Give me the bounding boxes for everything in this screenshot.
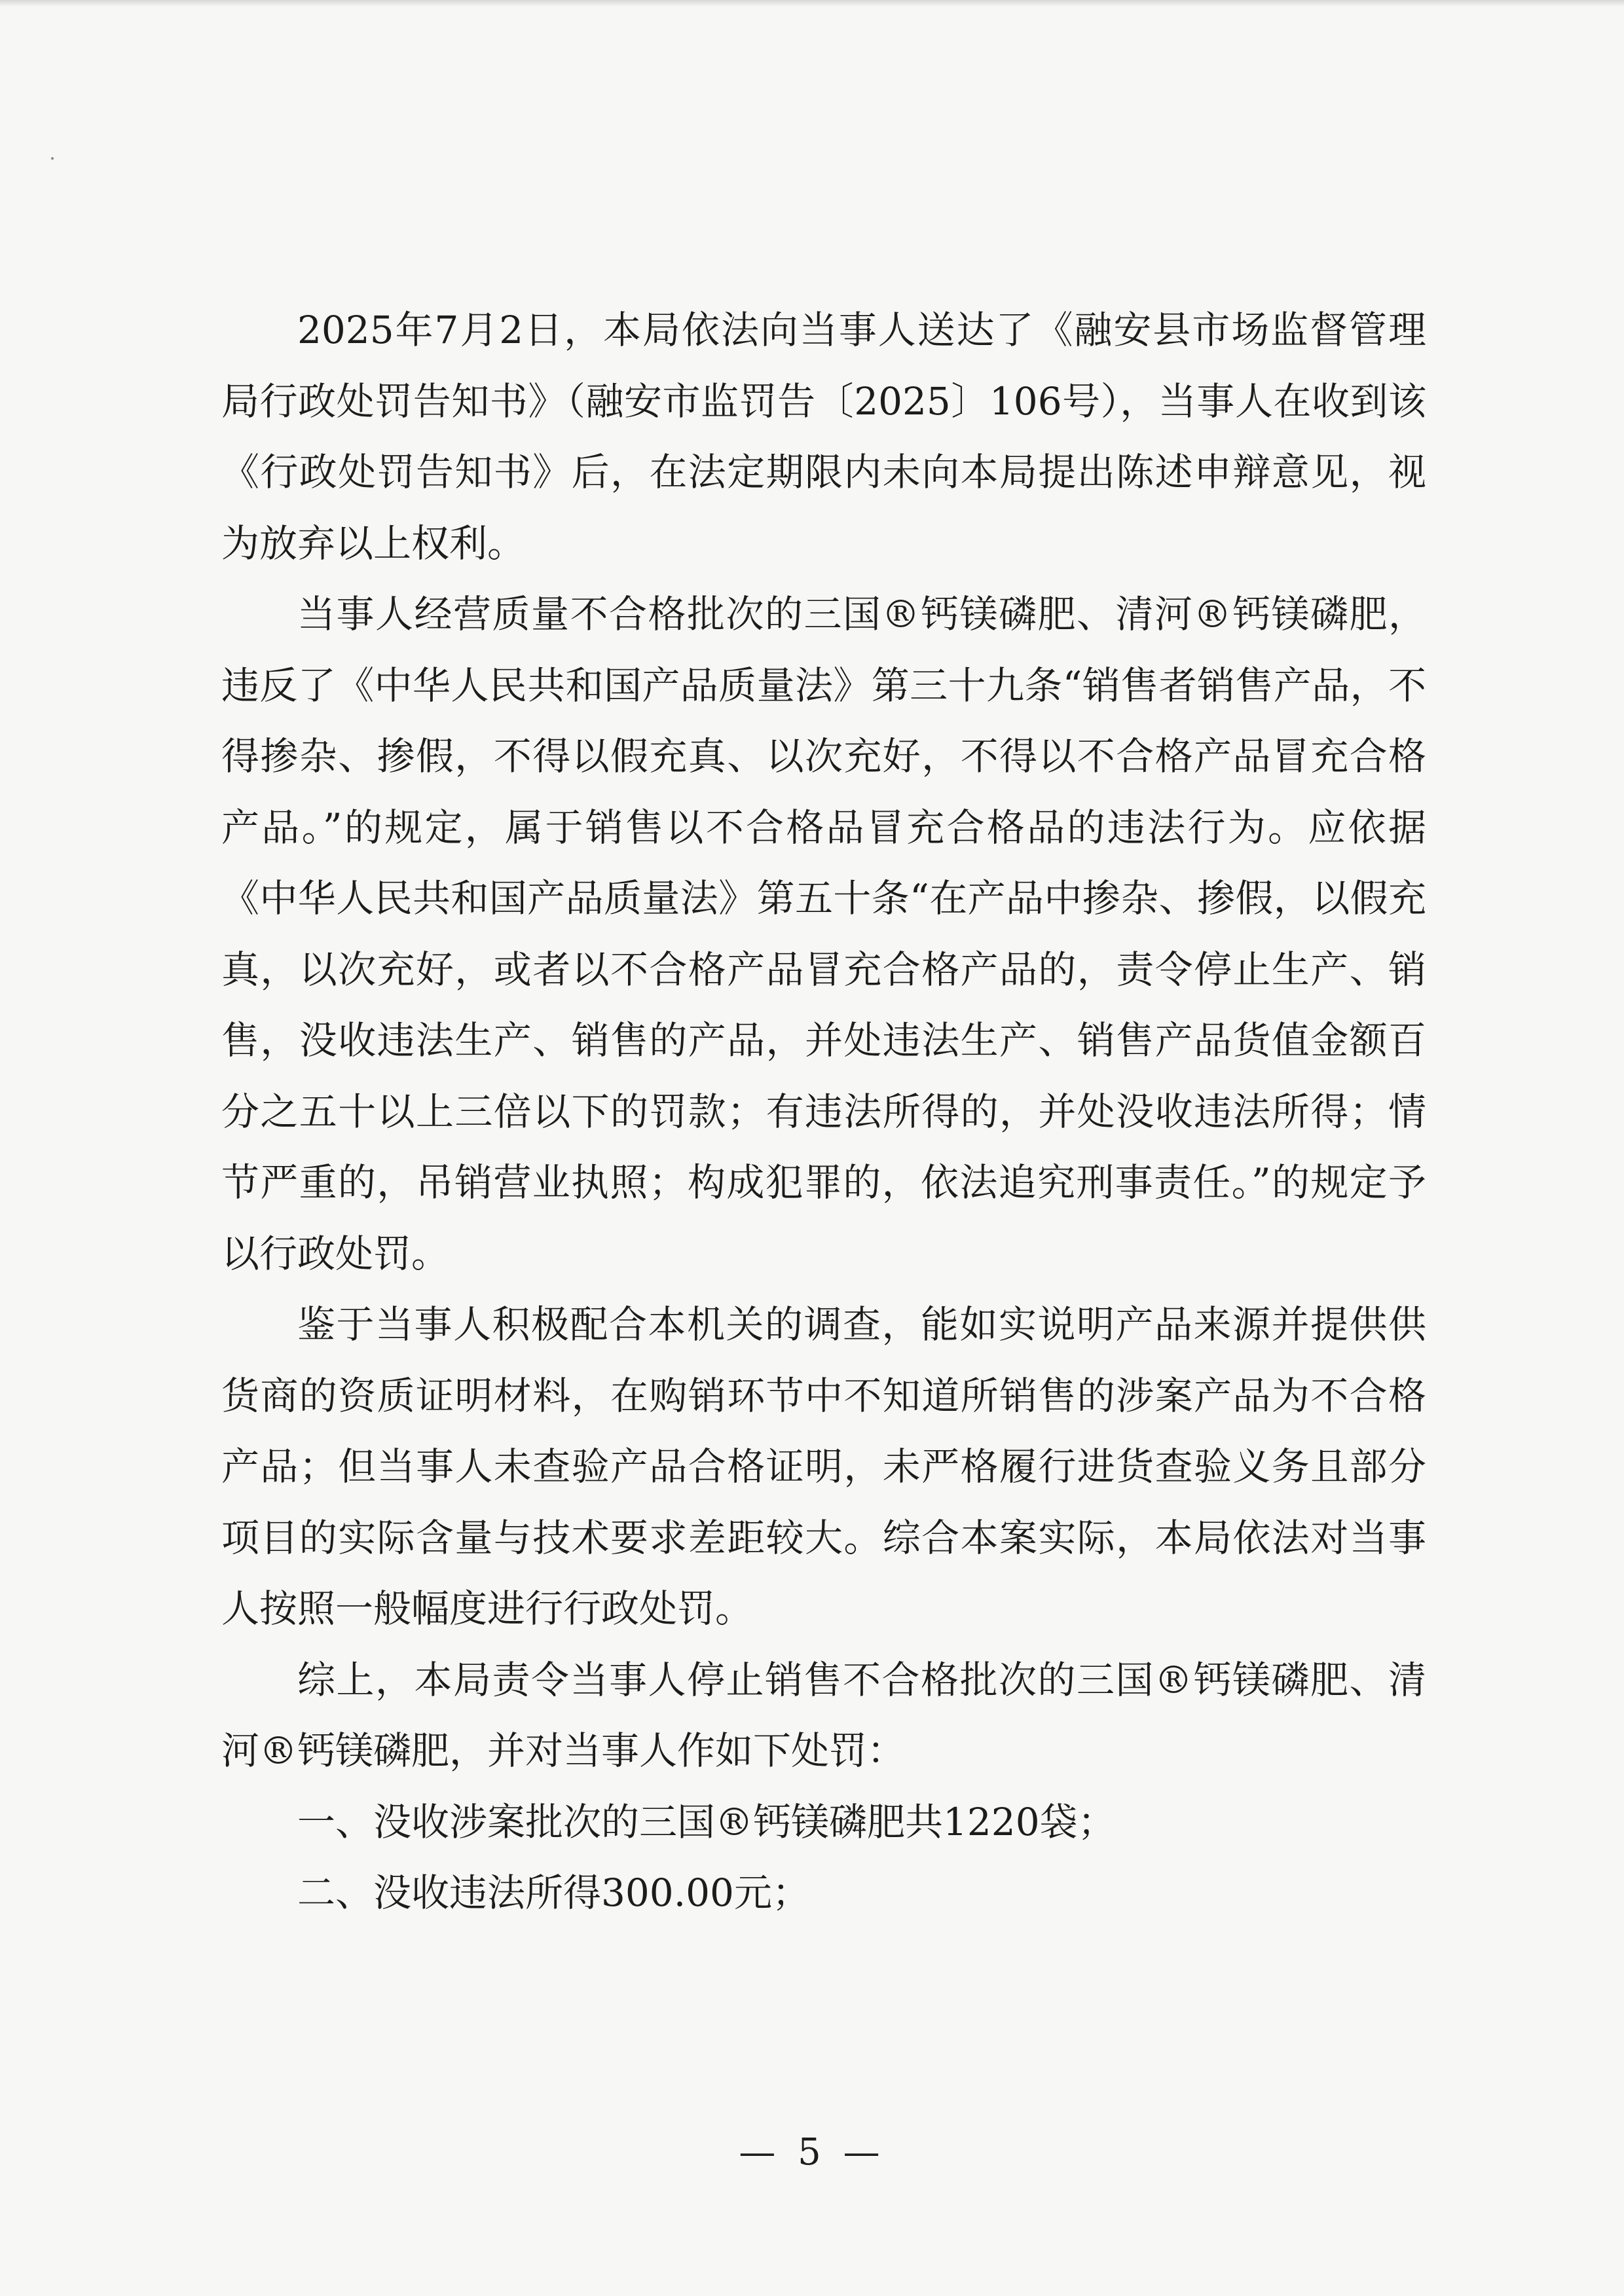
paragraph-mitigating-circumstances: 鉴于当事人积极配合本机关的调查，能如实说明产品来源并提供供货商的资质证明材料，在购销环节中不知道所销售的涉案产品为不合格产品；但当事人未查验产品合格证明，未严格履行进货查验义务且部分项目的实际含量与技术要求差距较大。综合本案实际，本局依法对当事人按照一般幅度进行行政处罚。 bbox=[221, 1302, 1426, 1631]
penalty-item-2: 二、没收违法所得300.00元； bbox=[297, 1870, 810, 1915]
paragraph-notice-delivery: 2025年7月2日，本局依法向当事人送达了《融安县市场监督管理局行政处罚告知书》（融安市监罚告〔2025〕106号），当事人在收到该《行政处罚告知书》后，在法定期限内未向本局提出陈述申辩意见，视为放弃以上权利。 bbox=[221, 308, 1426, 566]
paragraph-violation-basis: 当事人经营质量不合格批次的三国®钙镁磷肥、清河®钙镁磷肥，违反了《中华人民共和国产品质量法》第三十九条“销售者销售产品，不得掺杂、掺假，不得以假充真、以次充好，不得以不合格产品冒充合格产品。”的规定，属于销售以不合格品冒充合格品的违法行为。应依据《中华人民共和国产品质量法》第五十条“在产品中掺杂、掺假，以假充真，以次充好，或者以不合格产品冒充合格产品的，责令停止生产、销售，没收违法生产、销售的产品，并处违法生产、销售产品货值金额百分之五十以上三倍以下的罚款；有违法所得的，并处没收违法所得；情节严重的，吊销营业执照；构成犯罪的，依法追究刑事责任。”的规定予以行政处罚。 bbox=[221, 592, 1426, 1276]
scan-speck bbox=[51, 157, 54, 160]
scan-top-edge bbox=[0, 0, 1624, 7]
page-number: — 5 — bbox=[739, 2131, 885, 2174]
document-body bbox=[221, 295, 1426, 1929]
paragraph-decision-summary: 综上，本局责令当事人停止销售不合格批次的三国®钙镁磷肥、清河®钙镁磷肥，并对当事人作如下处罚： bbox=[221, 1657, 1426, 1773]
penalty-item-1: 一、没收涉案批次的三国®钙镁磷肥共1220袋； bbox=[297, 1799, 1116, 1844]
